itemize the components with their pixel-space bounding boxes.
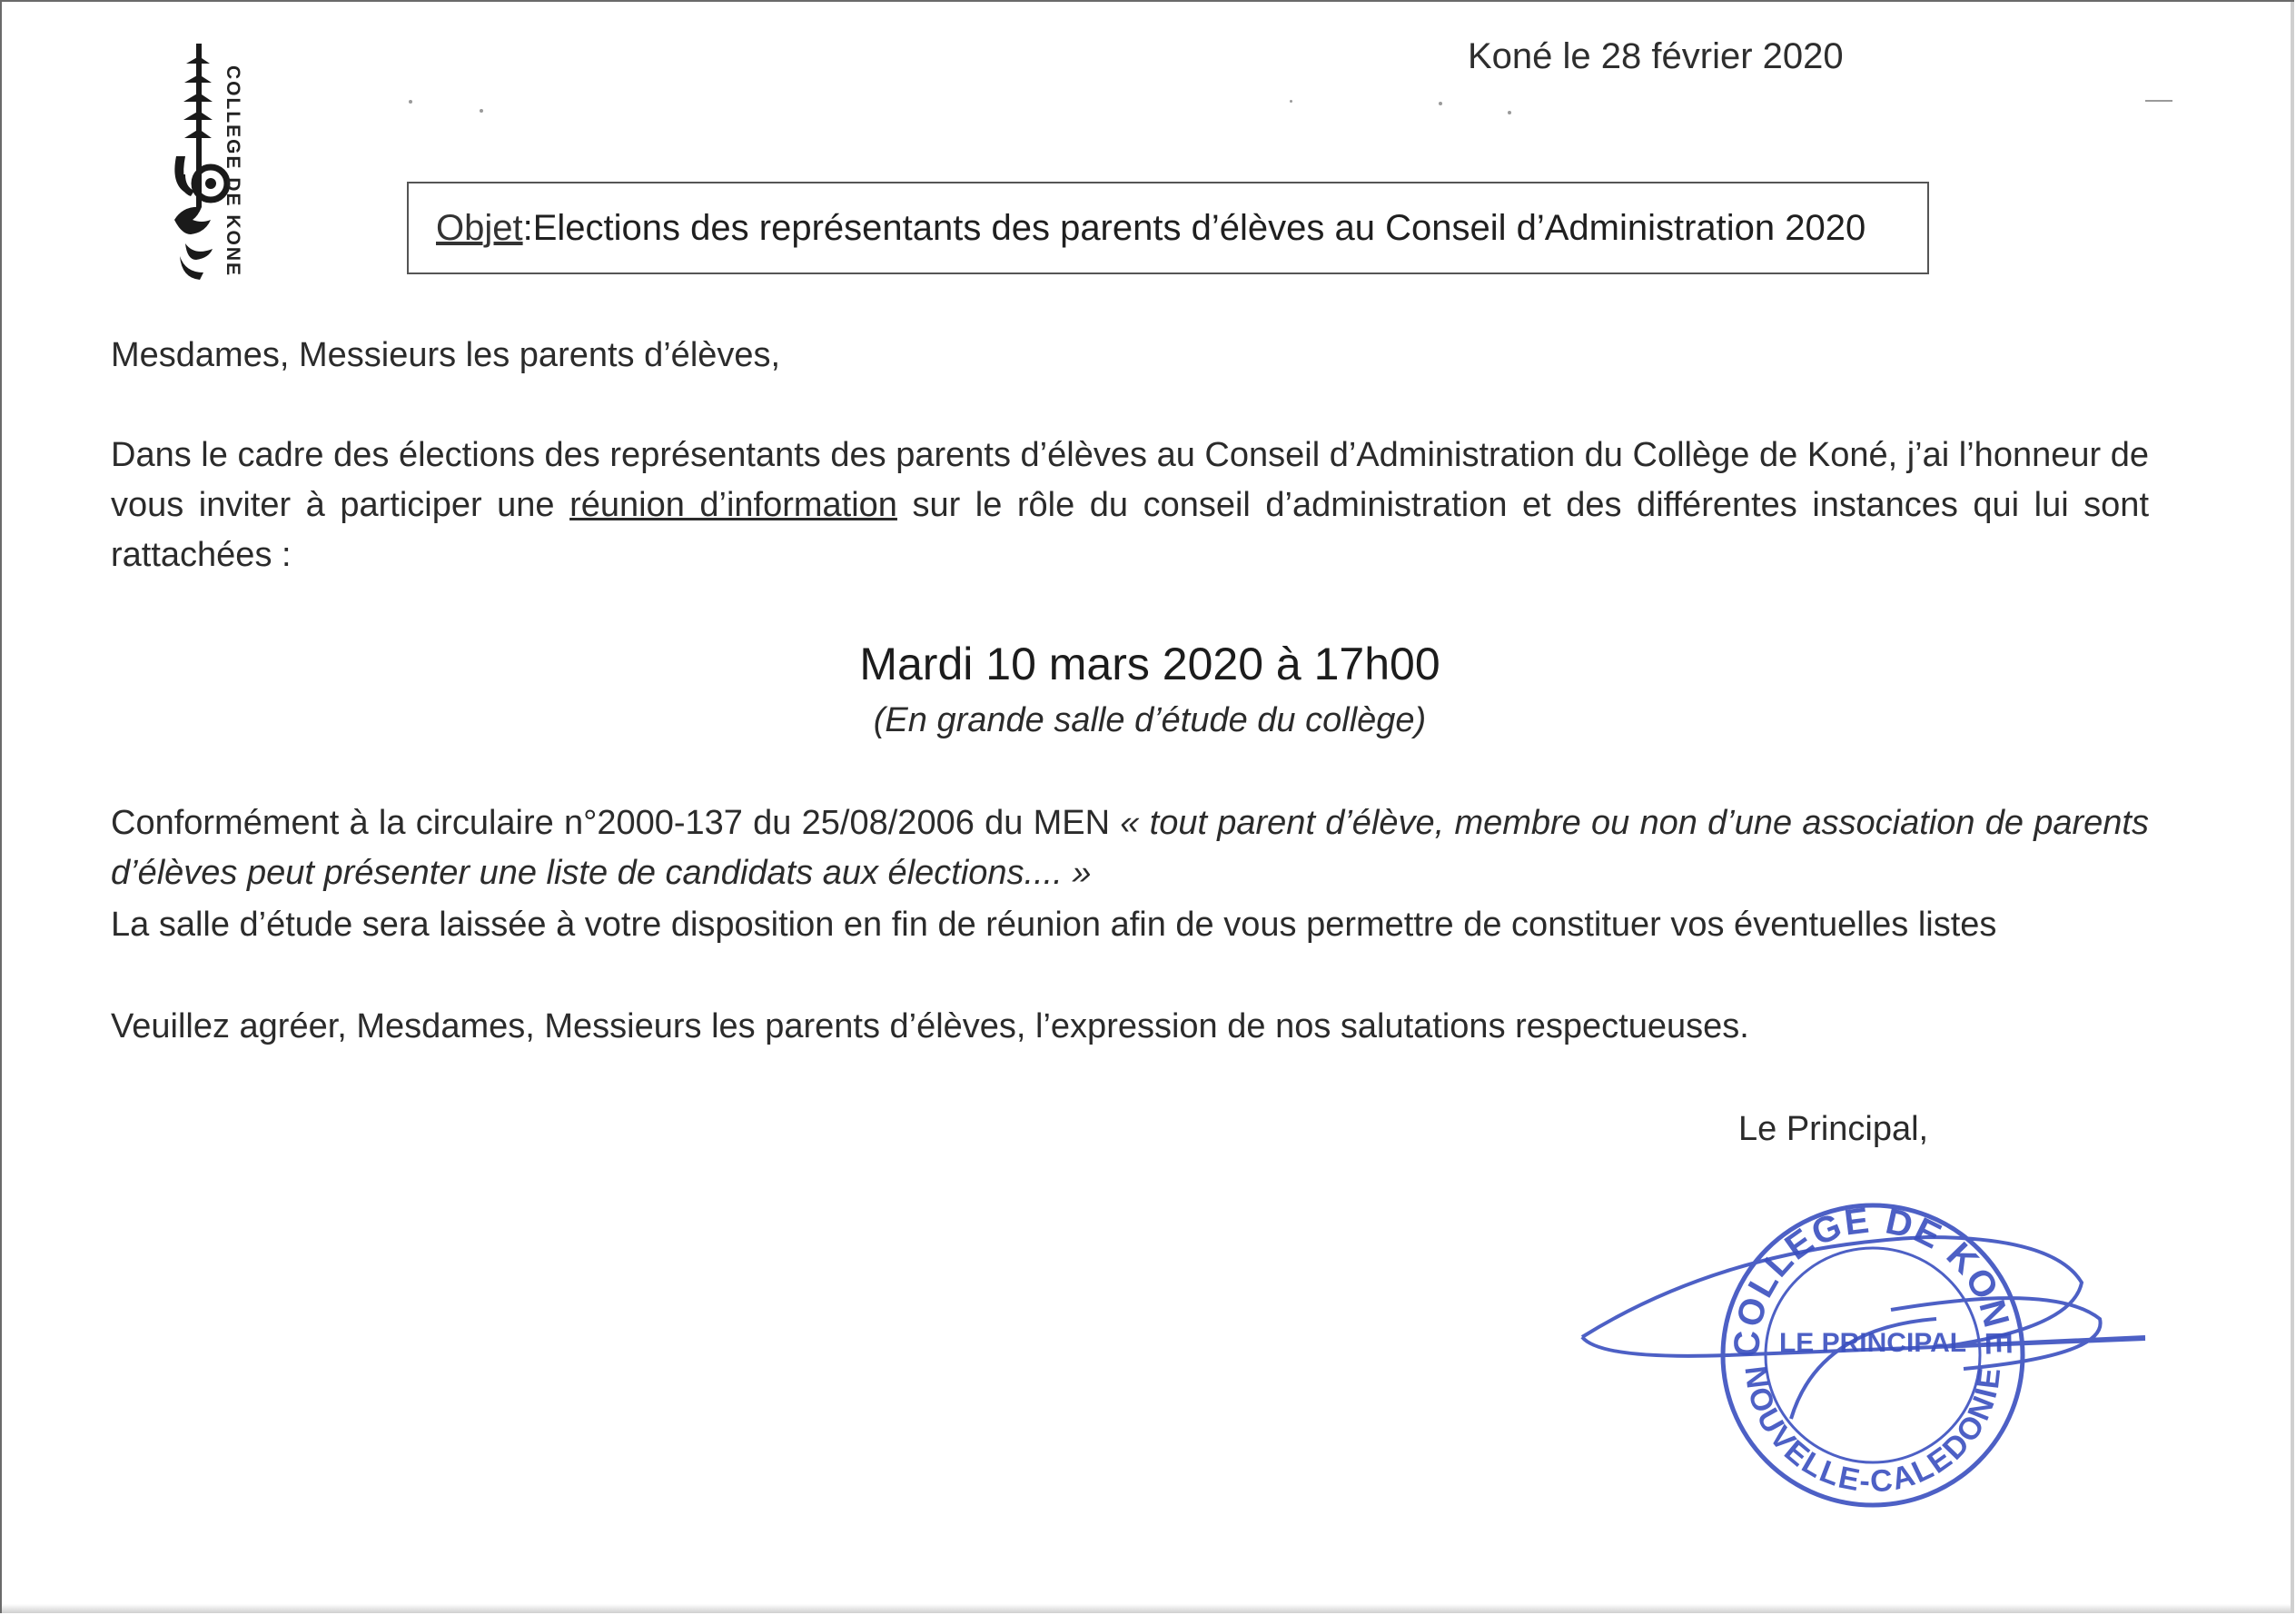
svg-text:NOUVELLE-CALEDONIE [1737, 1364, 2007, 1500]
meeting-date: Mardi 10 mars 2020 à 17h00 [859, 639, 1440, 689]
invitation-paragraph [111, 431, 2149, 580]
room-paragraph: La salle d’étude sera laissée à votre disposition en fin de réunion afin de vous permettre de constituer vos éventuelles listes [111, 906, 1997, 944]
official-stamp-icon [1546, 1174, 2182, 1519]
closing-formula: Veuillez agréer, Mesdames, Messieurs les parents d’élèves, l’expression de nos salutations respectueuses. [111, 1007, 1749, 1045]
object-separator: : [522, 207, 533, 248]
object-label: Objet [436, 207, 523, 248]
scan-edge [2, 1604, 2294, 1613]
meeting-reference: réunion d’information [569, 486, 897, 524]
invitation-text-2: sur le rôle du conseil d’administration et des différentes instances qui lui sont rattachées : [111, 486, 2149, 574]
regulation-quote: « tout parent d’élève, membre ou non d’une association de parents d’élèves peut présenter une liste de candidats aux élections.... » [111, 804, 2149, 892]
invitation-text-1: Dans le cadre des élections des représentants des parents d’élèves au Conseil d’Administration du Collège de Koné, j’ai l’honneur de vous inviter à participer une [111, 436, 2149, 524]
signer-title: Le Principal, [1738, 1110, 1929, 1148]
stamp-center-text: LE PRINCIPAL [1778, 1328, 1967, 1358]
stamp-bottom-text: NOUVELLE-CALEDONIE [1737, 1363, 2008, 1500]
regulation-paragraph [111, 798, 2149, 898]
object-text: Elections des représentants des parents d’élèves au Conseil d’Administration 2020 [532, 207, 1866, 248]
meeting-place: (En grande salle d’étude du collège) [873, 701, 1427, 739]
letter-date: Koné le 28 février 2020 [1468, 36, 1844, 76]
object-box [407, 182, 1929, 274]
college-logo-icon [167, 38, 258, 302]
logo-text: COLLEGE DE KONE [223, 65, 243, 278]
regulation-text: Conformément à la circulaire n°2000-137 du 25/08/2006 du MEN [111, 804, 1121, 842]
stamp-top-text: COLLEGE DE KONE [1727, 1200, 2019, 1358]
salutation: Mesdames, Messieurs les parents d’élèves, [111, 336, 781, 374]
